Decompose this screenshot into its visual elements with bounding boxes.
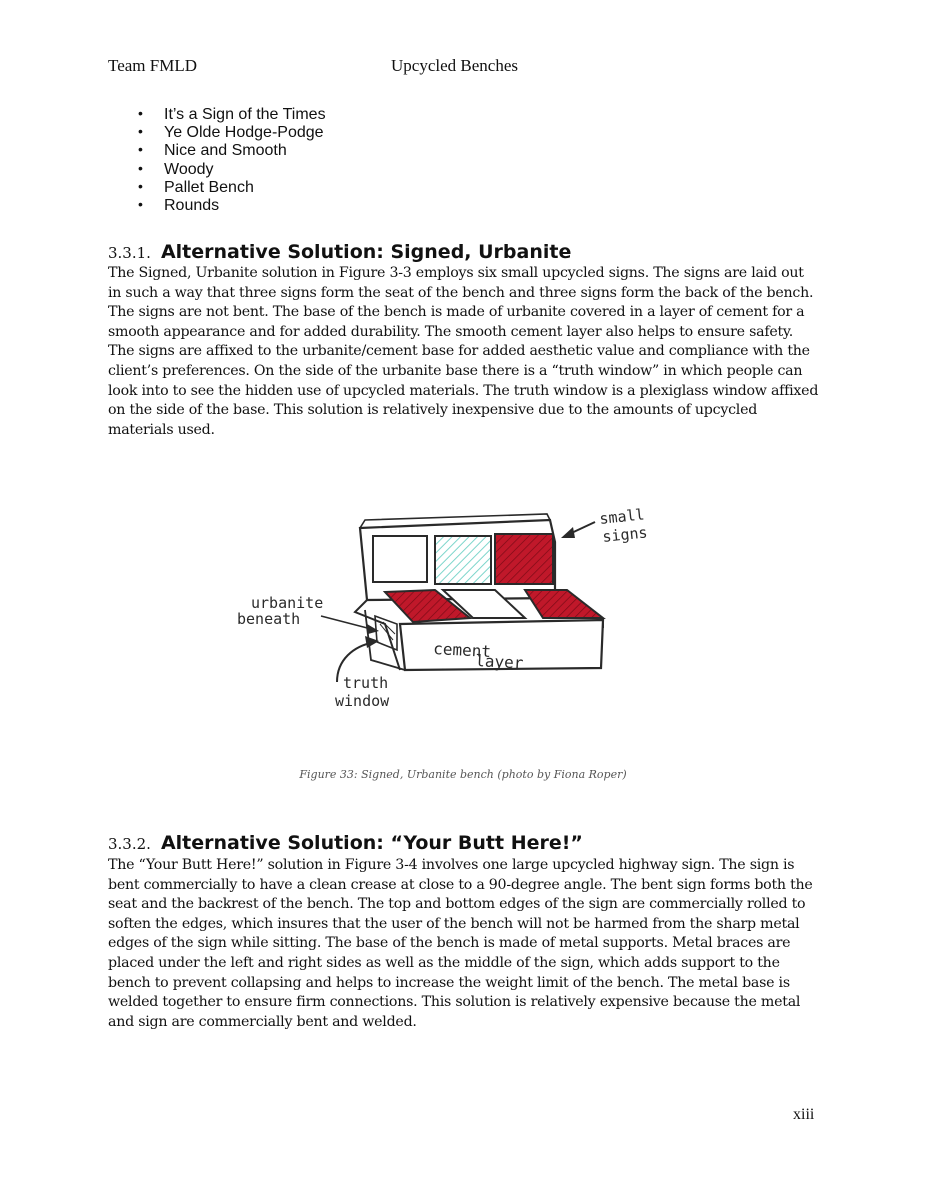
section-heading-your-butt-here <box>108 832 583 854</box>
bullet-icon: • <box>138 123 143 140</box>
section-body-signed-urbanite: The Signed, Urbanite solution in Figure 3-3 employs six small upcycled signs. The signs are laid out in such a way that three signs form the seat of the bench and three signs form the back of the bench. The signs are not bent. The base of the bench is made of urbanite covered in a layer of cement for a smooth appearance and for added durability. The smooth cement layer also helps to ensure safety. The signs are affixed to the urbanite/cement base for added aesthetic value and compliance with the client’s preferences. On the side of the urbanite base there is a “truth window” in which people can look into to see the hidden use of upcycled materials. The truth window is a plexiglass window affixed on the side of the base. This solution is relatively inexpensive due to the amounts of upcycled materials used. <box>108 265 819 438</box>
list-item-text: It’s a Sign of the Times <box>164 106 326 123</box>
teal-sign <box>435 536 491 584</box>
label-beneath: beneath <box>237 610 301 628</box>
red-seat-sign <box>525 590 603 618</box>
section-body-your-butt-here: The “Your Butt Here!” solution in Figure 3-4 involves one large upcycled highway sign. The sign is bent commercially to have a clean crease at close to a 90-degree angle. The bent sign forms both the seat and the backrest of the bench. The top and bottom edges of the sign are commercially rolled to soften the edges, which insures that the user of the bench will not be harmed from the sharp metal edges of the sign while sitting. The base of the bench is made of metal supports. Metal braces are placed under the left and right sides as well as the middle of the sign, which adds support to the bench to prevent collapsing and helps to increase the weight limit of the bench. The metal base is welded together to ensure firm connections. This solution is relatively expensive because the metal and sign are commercially bent and welded. <box>108 857 813 1030</box>
label-signs: signs <box>601 523 649 546</box>
page-number: xiii <box>793 1106 815 1123</box>
solution-bullet-list <box>138 106 326 215</box>
list-item-text: Ye Olde Hodge-Podge <box>164 124 324 142</box>
list-item <box>138 161 326 179</box>
list-item-text: Rounds <box>164 197 220 215</box>
bullet-icon: • <box>138 177 143 194</box>
section-title: Alternative Solution: “Your Butt Here!” <box>160 832 583 854</box>
label-truth: truth <box>343 674 389 692</box>
list-item <box>138 179 326 197</box>
running-header-title: Upcycled Benches <box>391 56 518 75</box>
list-item <box>138 124 326 142</box>
list-item <box>138 197 326 215</box>
list-item-text: Nice and Smooth <box>164 142 287 160</box>
red-sign <box>495 534 553 584</box>
list-item <box>138 142 326 160</box>
label-small: small <box>598 505 646 528</box>
bench-sketch-figure <box>225 500 685 720</box>
section-heading-signed-urbanite <box>108 241 571 263</box>
figure-caption: Figure 33: Signed, Urbanite bench (photo by Fiona Roper) <box>299 768 627 781</box>
section-number: 3.3.2. <box>108 835 151 853</box>
list-item <box>138 106 326 124</box>
label-layer: layer <box>474 651 524 673</box>
bullet-icon: • <box>138 159 143 176</box>
label-urbanite: urbanite <box>251 594 324 612</box>
bullet-icon: • <box>138 141 143 158</box>
bench-sketch <box>225 500 685 720</box>
label-cement: cement <box>432 639 492 662</box>
label-window: window <box>335 692 390 710</box>
running-header-team: Team FMLD <box>108 56 197 75</box>
section-title: Alternative Solution: Signed, Urbanite <box>160 241 572 263</box>
list-item-text: Pallet Bench <box>164 178 254 196</box>
list-item-text: Woody <box>164 160 214 178</box>
section-number: 3.3.1. <box>108 244 151 262</box>
bullet-icon: • <box>138 105 143 121</box>
bullet-icon: • <box>138 196 143 213</box>
